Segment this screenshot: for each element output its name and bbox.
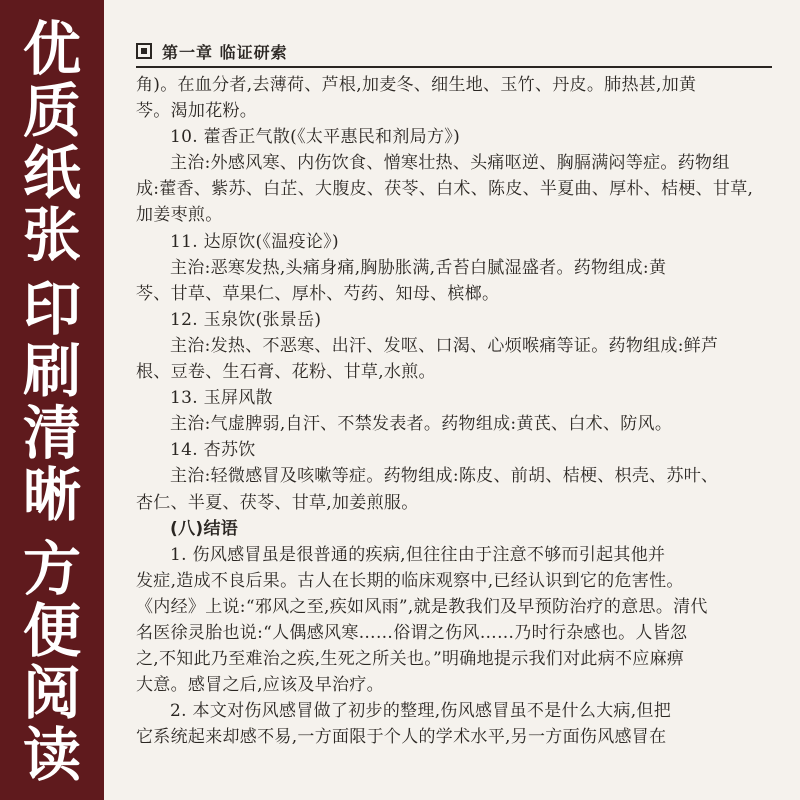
banner-char: 印 <box>22 275 81 343</box>
text-line: 13. 玉屏风散 <box>170 388 273 409</box>
banner-char: 纸 <box>22 139 81 207</box>
text-line: 杏仁、半夏、茯苓、甘草,加姜煎服。 <box>136 492 419 513</box>
text-line: 之,不知此乃至难治之疾,生死之所关也。”明确地提示我们对此病不应麻痹 <box>136 649 685 670</box>
text-line: 名医徐灵胎也说:“人偶感风寒……俗谓之伤风……乃时行杂感也。人皆忽 <box>136 622 688 643</box>
text-line: 11. 达原饮(《温疫论》) <box>170 231 339 252</box>
banner-phrase-clear-print <box>22 275 81 529</box>
chapter-title: 第一章 临证研索 <box>162 42 288 62</box>
text-line: 12. 玉泉饮(张景岳) <box>170 309 322 330</box>
text-line: 14. 杏苏饮 <box>170 440 256 461</box>
banner-char: 张 <box>22 201 81 269</box>
banner-phrase-paper-quality <box>22 15 81 269</box>
text-line: 主治:发热、不恶寒、出汗、发呕、口渴、心烦喉痛等证。药物组成:鲜芦 <box>170 335 719 356</box>
square-bullet-icon <box>136 43 152 59</box>
text-line: 它系统起来却感不易,一方面限于个人的学术水平,另一方面伤风感冒在 <box>136 727 667 748</box>
text-line: 主治:气虚脾弱,自汗、不禁发表者。药物组成:黄芪、白术、防风。 <box>170 414 673 435</box>
text-line: 芩、甘草、草果仁、厚朴、芍药、知母、槟榔。 <box>136 283 500 304</box>
text-line: 2. 本文对伤风感冒做了初步的整理,伤风感冒虽不是什么大病,但把 <box>170 701 672 722</box>
text-line: 主治:轻微感冒及咳嗽等症。药物组成:陈皮、前胡、桔梗、枳壳、苏叶、 <box>170 466 719 487</box>
text-line: 大意。感冒之后,应该及早治疗。 <box>136 675 384 696</box>
text-line: 成:藿香、紫苏、白芷、大腹皮、茯苓、白术、陈皮、半夏曲、厚朴、桔梗、甘草, <box>136 179 754 200</box>
header-divider <box>136 66 772 68</box>
banner-char: 阅 <box>22 659 81 727</box>
text-line: 加姜枣煎。 <box>136 205 223 226</box>
text-line: 主治:外感风寒、内伤饮食、憎寒壮热、头痛呕逆、胸膈满闷等症。药物组 <box>170 153 730 174</box>
text-line: 角)。在血分者,去薄荷、芦根,加麦冬、细生地、玉竹、丹皮。肺热甚,加黄 <box>136 75 697 95</box>
banner-char: 清 <box>22 399 81 467</box>
text-line: 10. 藿香正气散(《太平惠民和剂局方》) <box>170 127 461 148</box>
banner-char: 读 <box>22 721 81 789</box>
banner-char: 晰 <box>22 461 81 529</box>
page-body <box>136 72 772 750</box>
text-line: 1. 伤风感冒虽是很普通的疾病,但往往由于注意不够而引起其他并 <box>170 544 666 565</box>
banner-char: 便 <box>22 597 81 665</box>
banner-char: 优 <box>22 15 81 83</box>
promo-banner <box>0 0 104 800</box>
text-line: 发症,造成不良后果。古人在长期的临床观察中,已经认识到它的危害性。 <box>136 570 684 591</box>
banner-char: 方 <box>22 535 81 603</box>
banner-phrase-easy-reading <box>22 535 81 789</box>
banner-char: 刷 <box>22 337 81 405</box>
text-line: 《内经》上说:“邪风之至,疾如风雨”,就是教我们及早预防治疗的意思。清代 <box>136 596 708 617</box>
book-page <box>104 0 800 800</box>
section-heading: (八)结语 <box>170 518 239 539</box>
text-line: 根、豆卷、生石膏、花粉、甘草,水煎。 <box>136 362 436 383</box>
text-line: 芩。渴加花粉。 <box>136 101 258 122</box>
page-header <box>136 38 772 64</box>
banner-char: 质 <box>22 77 81 145</box>
text-line: 主治:恶寒发热,头痛身痛,胸胁胀满,舌苔白腻湿盛者。药物组成:黄 <box>170 257 667 278</box>
